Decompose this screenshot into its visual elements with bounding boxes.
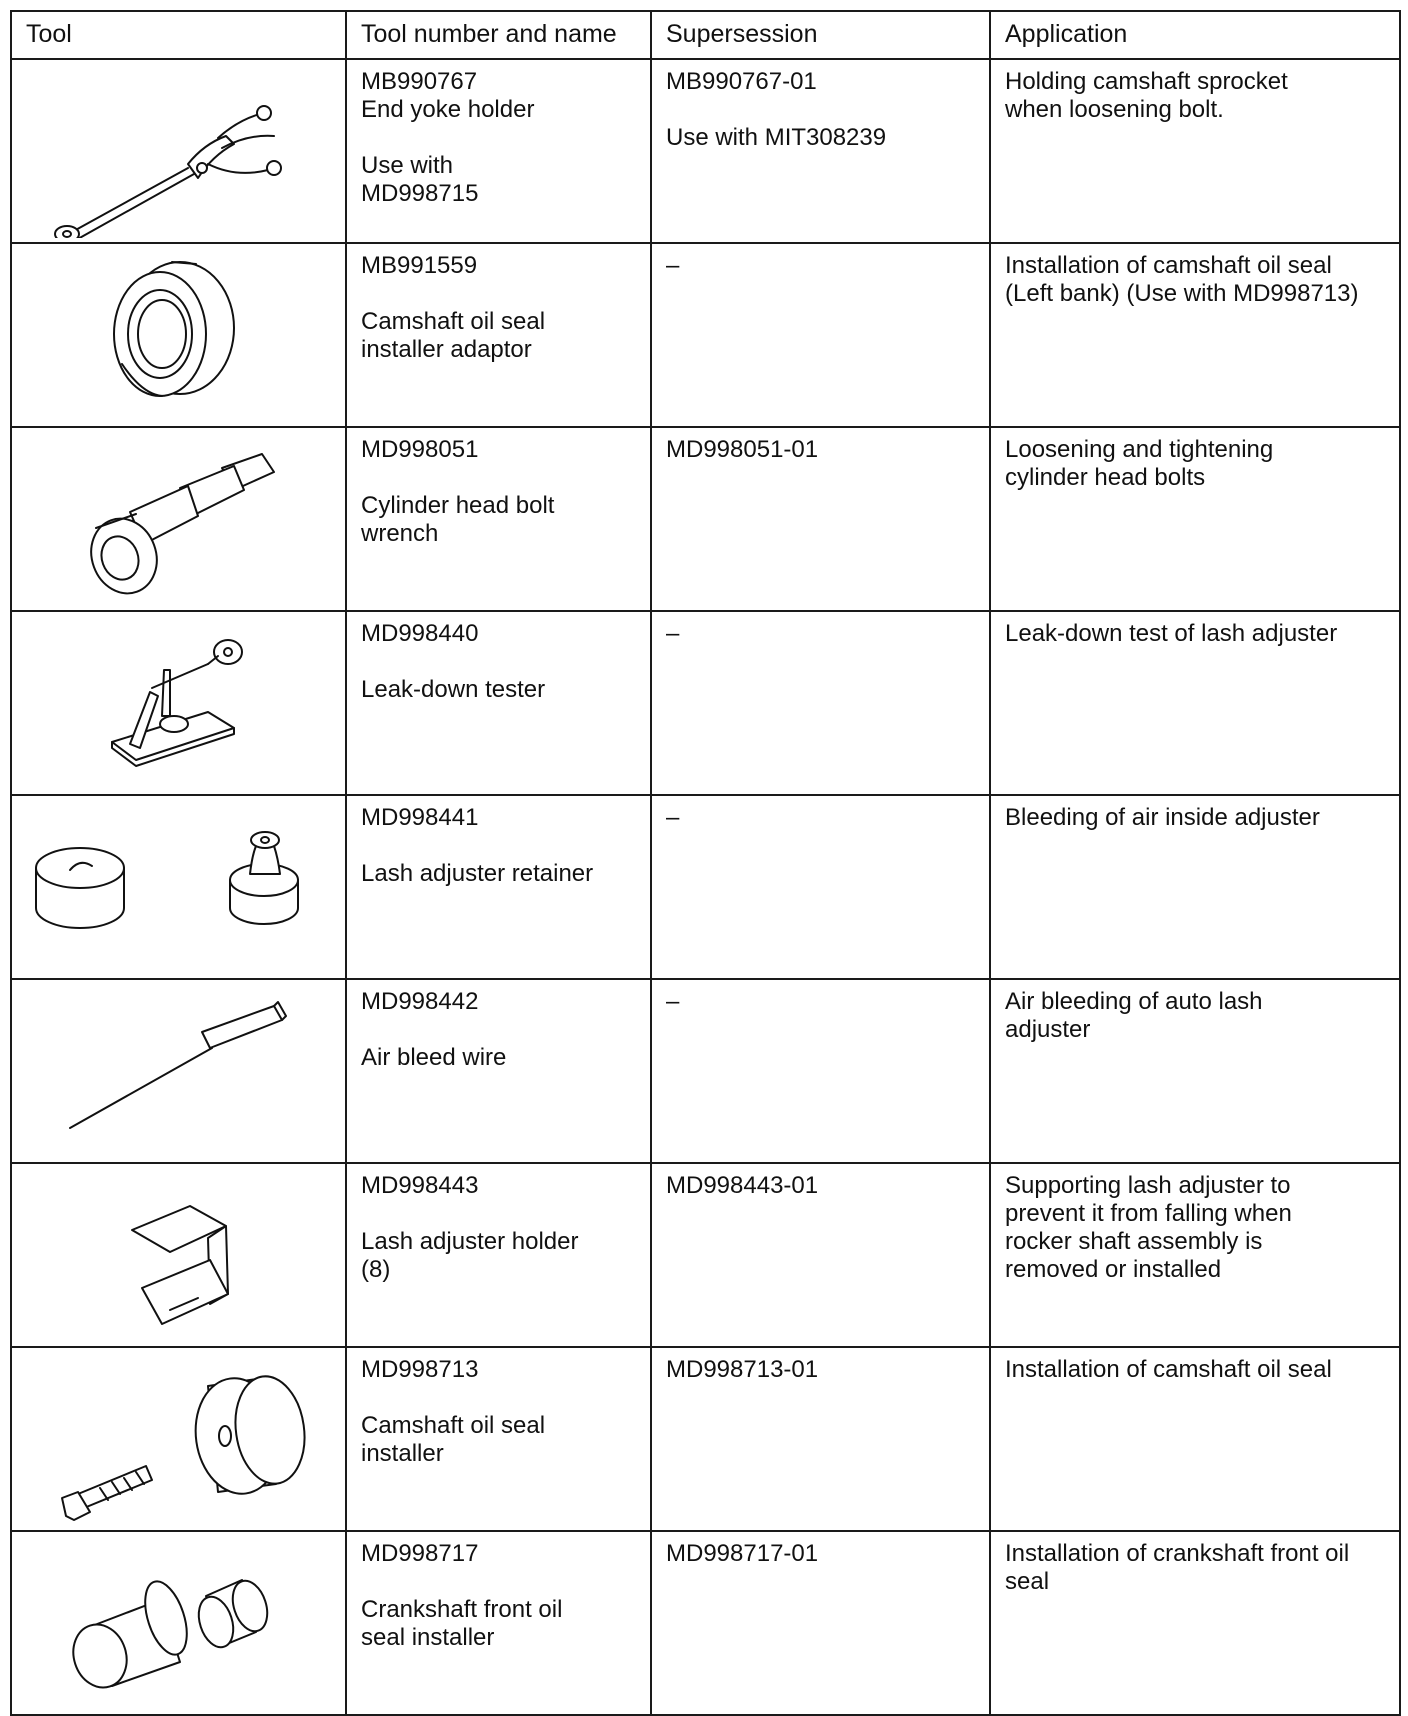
tool-note: Use with MD998715 bbox=[361, 152, 479, 207]
application-text: Installation of crankshaft front oil seal bbox=[1005, 1540, 1350, 1595]
tool-image-cell bbox=[11, 427, 346, 611]
table-row bbox=[11, 1163, 1400, 1347]
tool-name: End yoke holder bbox=[361, 96, 535, 123]
supersession-cell bbox=[651, 1347, 990, 1531]
application-text: Air bleeding of auto lash adjuster bbox=[1005, 988, 1263, 1043]
tool-name: Camshaft oil seal installer adaptor bbox=[361, 308, 546, 363]
tool-name: Camshaft oil seal installer bbox=[361, 1412, 546, 1467]
tool-number-name-cell bbox=[346, 1531, 651, 1715]
supersession-cell bbox=[651, 795, 990, 979]
leak-down-tester-icon bbox=[12, 612, 343, 790]
header-row bbox=[11, 11, 1400, 59]
application-text: Installation of camshaft oil seal bbox=[1005, 1356, 1332, 1383]
supersession-cell bbox=[651, 1163, 990, 1347]
application-cell bbox=[990, 611, 1400, 795]
tool-number-name-cell bbox=[346, 427, 651, 611]
tool-number: MD998443 bbox=[361, 1172, 479, 1199]
tool-name: Lash adjuster retainer bbox=[361, 860, 594, 887]
camshaft-oil-seal-installer-adaptor-icon bbox=[12, 244, 343, 422]
supersession-cell bbox=[651, 1531, 990, 1715]
supersession-cell bbox=[651, 611, 990, 795]
supersession-number: – bbox=[666, 252, 680, 279]
table-row bbox=[11, 1347, 1400, 1531]
supersession-cell bbox=[651, 243, 990, 427]
tool-name: Lash adjuster holder (8) bbox=[361, 1228, 579, 1283]
header-supersession: Supersession bbox=[651, 11, 990, 59]
end-yoke-holder-icon bbox=[12, 60, 343, 238]
header-tool-number-and-name: Tool number and name bbox=[346, 11, 651, 59]
application-text: Holding camshaft sprocket when loosening bolt. bbox=[1005, 68, 1288, 123]
tool-number-name-cell bbox=[346, 59, 651, 243]
tool-image-cell bbox=[11, 979, 346, 1163]
tool-number: MD998713 bbox=[361, 1356, 479, 1383]
tool-name: Crankshaft front oil seal installer bbox=[361, 1596, 563, 1651]
tool-name: Air bleed wire bbox=[361, 1044, 507, 1071]
crankshaft-front-oil-seal-installer-icon bbox=[12, 1532, 343, 1710]
tool-image-cell bbox=[11, 1531, 346, 1715]
application-cell bbox=[990, 1163, 1400, 1347]
application-cell bbox=[990, 59, 1400, 243]
tool-image-cell bbox=[11, 59, 346, 243]
supersession-number: – bbox=[666, 804, 680, 831]
application-cell bbox=[990, 243, 1400, 427]
air-bleed-wire-icon bbox=[12, 980, 343, 1158]
tool-number: MB991559 bbox=[361, 252, 478, 279]
supersession-number: – bbox=[666, 620, 680, 647]
tool-number: MD998441 bbox=[361, 804, 479, 831]
tool-image-cell bbox=[11, 611, 346, 795]
tool-number: MD998442 bbox=[361, 988, 479, 1015]
tool-number: MD998051 bbox=[361, 436, 479, 463]
special-tools-table bbox=[10, 10, 1401, 1716]
supersession-number: MD998443-01 bbox=[666, 1172, 819, 1199]
lash-adjuster-holder-icon bbox=[12, 1164, 343, 1342]
supersession-number: MD998713-01 bbox=[666, 1356, 819, 1383]
camshaft-oil-seal-installer-icon bbox=[12, 1348, 343, 1526]
tool-number-name-cell bbox=[346, 1163, 651, 1347]
tool-image-cell bbox=[11, 795, 346, 979]
application-text: Leak-down test of lash adjuster bbox=[1005, 620, 1338, 647]
tool-image-cell bbox=[11, 1347, 346, 1531]
tool-number-name-cell bbox=[346, 795, 651, 979]
tool-number-name-cell bbox=[346, 243, 651, 427]
application-cell bbox=[990, 1347, 1400, 1531]
application-text: Loosening and tightening cylinder head bolts bbox=[1005, 436, 1274, 491]
application-text: Supporting lash adjuster to prevent it from falling when rocker shaft assembly is removed or installed bbox=[1005, 1172, 1292, 1283]
application-text: Bleeding of air inside adjuster bbox=[1005, 804, 1320, 831]
application-cell bbox=[990, 795, 1400, 979]
table-row bbox=[11, 611, 1400, 795]
supersession-number: – bbox=[666, 988, 680, 1015]
tool-number: MB990767 bbox=[361, 68, 478, 95]
supersession-number: MB990767-01 bbox=[666, 68, 817, 95]
application-cell bbox=[990, 979, 1400, 1163]
table-row bbox=[11, 427, 1400, 611]
table-row bbox=[11, 795, 1400, 979]
application-cell bbox=[990, 427, 1400, 611]
supersession-number: MD998051-01 bbox=[666, 436, 819, 463]
tool-number-name-cell bbox=[346, 611, 651, 795]
header-tool: Tool bbox=[11, 11, 346, 59]
cylinder-head-bolt-wrench-icon bbox=[12, 428, 343, 606]
table-row bbox=[11, 979, 1400, 1163]
tool-number-name-cell bbox=[346, 979, 651, 1163]
tool-name: Leak-down tester bbox=[361, 676, 546, 703]
supersession-number: MD998717-01 bbox=[666, 1540, 819, 1567]
supersession-note: Use with MIT308239 bbox=[666, 124, 887, 151]
table-row bbox=[11, 1531, 1400, 1715]
tool-number: MD998440 bbox=[361, 620, 479, 647]
header-application: Application bbox=[990, 11, 1400, 59]
lash-adjuster-retainer-icon bbox=[12, 796, 343, 974]
tool-name: Cylinder head bolt wrench bbox=[361, 492, 555, 547]
application-cell bbox=[990, 1531, 1400, 1715]
tool-number: MD998717 bbox=[361, 1540, 479, 1567]
table-row bbox=[11, 59, 1400, 243]
table-row bbox=[11, 243, 1400, 427]
tool-number-name-cell bbox=[346, 1347, 651, 1531]
supersession-cell bbox=[651, 427, 990, 611]
tool-image-cell bbox=[11, 1163, 346, 1347]
application-text: Installation of camshaft oil seal (Left bank) (Use with MD998713) bbox=[1005, 252, 1359, 307]
supersession-cell bbox=[651, 979, 990, 1163]
supersession-cell bbox=[651, 59, 990, 243]
tool-image-cell bbox=[11, 243, 346, 427]
